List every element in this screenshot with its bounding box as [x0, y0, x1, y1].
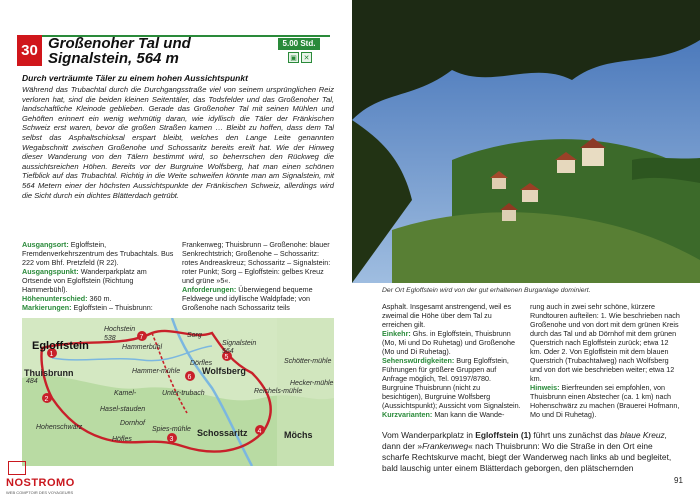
photo-caption: Der Ort Egloffstein wird von der gut erhaltenen Burganlage dominiert. — [382, 287, 591, 294]
map-label-egloffstein: Egloffstein — [32, 340, 89, 352]
tour-subtitle: Durch verträumte Täler zu einem hohen Aussichtspunkt — [22, 73, 248, 83]
village-photo — [352, 0, 700, 283]
info-item: Einkehr: Ghs. in Egloffstein, Thuisbrunn (Mo, Mi und Do Ruhetag) und Großenohe (Mo und Di Ruhetag). — [382, 329, 516, 356]
map-label-hammerbuehl: Hammerbühl — [122, 344, 163, 351]
route-description: Vom Wanderparkplatz in Egloffstein (1) führt uns zunächst das blaue Kreuz, dann der »Frankenweg« nach Thuisbrunn: Wo die Straße in den Ort eine scharfe Rechtskurve macht, biegt der Wanderweg nach links ab und begleitet, bald lauschig unter einem Blätterdach geborgen, den plätschernden — [382, 430, 672, 473]
info-item: Asphalt. Insgesamt anstrengend, weil es zweimal die Höhe über dem Tal zu erreichen gilt. — [382, 302, 512, 329]
info-column-left — [22, 240, 174, 312]
info-item: Höhenunterschied: 360 m. — [22, 294, 112, 303]
publisher-logo: NOSTROMO — [6, 477, 75, 489]
map-label-dornhof: Dornhof — [120, 420, 145, 427]
info-column-right — [182, 240, 334, 312]
map-label-hochstein-alt: 538 — [104, 335, 116, 342]
map-label-wolfsberg: Wolfsberg — [202, 366, 246, 376]
map-label-signalstein-alt: 564 — [222, 348, 234, 355]
info-item: rung auch in zwei sehr schöne, kürzere Rundtouren aufteilen: 1. Wie beschrieben nach Großenohe und von dort mit dem grünen Kreis durch das Tal und ab Dörnhof mit dem grünen Querstrich nach Egloffstein zurück; etwa 12 km. Oder 2. Von Egloffstein mit dem blauen Querstrich (Trubachtalweg) nach Wolfsberg und von dort wie beschrieben weiter; etwa 12 km. — [530, 302, 680, 383]
duration-badge: 5.00 Std. — [278, 38, 320, 50]
map-label-thuisbrunn: Thuisbrunn — [24, 368, 74, 378]
right-column-1 — [382, 302, 522, 419]
map-label-hammermuehle: Hammer-mühle — [132, 368, 181, 375]
info-item: Kurzvarianten: Man kann die Wande- — [382, 410, 505, 419]
svg-text:2: 2 — [44, 396, 49, 403]
svg-text:4: 4 — [257, 428, 262, 435]
svg-text:1: 1 — [49, 351, 54, 358]
map-label-spiesmuehle: Spies-mühle — [152, 426, 191, 433]
transport-icons — [288, 52, 312, 63]
map-label-hoefles: Höfles — [112, 436, 132, 443]
map-label-thuisbrunn-alt: 484 — [26, 378, 38, 385]
info-item: Ausgangspunkt: Wanderparkplatz am Ortsende von Egloffstein (Richtung Hammerbühl). — [22, 267, 147, 294]
info-item: Sehenswürdigkeiten: Burg Egloffstein, Führungen für größere Gruppen auf Anfrage möglich, Tel. 09197/8780. Burgruine Thuisbrunn (nicht zu besichtigen), Burgruine Wolfsberg (Aussichtspunkt); Aussicht vom Signalstein. — [382, 356, 521, 410]
tour-title: Großenoher Tal und Signalstein, 564 m — [48, 35, 191, 67]
publisher-tagline: WEB COMPTOIR DES VOYAGEURS — [6, 490, 74, 495]
map-label-moechs: Möchs — [284, 430, 313, 440]
info-item: Frankenweg; Thuisbrunn – Großenohe: blauer Senkrechtstrich; Großenohe – Schossaritz: rotes Andreaskreuz; Schossaritz – Signalstein: roter Punkt; Sorg – Egloffstein: gelbes Kreuz und grüne »5«. — [182, 240, 331, 285]
right-column-2 — [530, 302, 680, 419]
svg-text:7: 7 — [139, 334, 144, 341]
map-label-kamelmuehle: Kamel- — [114, 390, 137, 397]
svg-text:3: 3 — [169, 436, 174, 443]
info-item: Markierungen: Egloffstein – Thuisbrunn: — [22, 303, 153, 312]
map-label-hochstein: Hochstein — [104, 326, 136, 333]
bus-icon: ▣ — [288, 52, 299, 63]
photo-graphic — [352, 0, 700, 283]
map-label-schoettermuehle: Schötter-mühle — [284, 358, 332, 365]
intro-paragraph: Während das Trubachtal durch die Durchgangsstraße viel von seinem ursprünglichen Reiz verloren hat, sind die beiden kleinen Seitentäler, das Todsfelder und das Großenoher Tal, landschaftliche Kleinode geblieben. Gerade das Großenoher Tal mit seinen Mühlen und Gehöften erinnert ein wenig wehmütig daran, wie idyllisch die Täler der Fränkischen Schweiz erst waren, bevor die großen Straßen kamen … Bleibt zu hoffen, dass dem Tal selbst das Asphaltschicksal erspart bleibt, welches den Lange Leite genannten Wegabschnitt zwischen Großenohe und Schossaritz bereits ereilt hat. Wie der Hinweg dieser Wanderung von den Tälern bestimmt wird, so beherrschen den Rückweg die aussichtsreichen Höhen. Bereits vor der Burgruine Wolfsberg, hat man einen schönen Tiefblick auf das Trubachtal. Richtig in die Weite schweifen könnte man am Signalstein, mit 564 Metern einer der höchsten Aussichtspunkte der Fränkischen Schweiz, allerdings wird die Sicht durch ein dichtes Blätterdach getrübt. — [22, 85, 334, 200]
hiking-icon: ✕ — [301, 52, 312, 63]
map-label-haselstauden: Hasel-stauden — [100, 406, 146, 413]
map-label-hohenschwaerz: Hohenschwärz — [36, 424, 83, 431]
tour-number-badge: 30 — [17, 35, 42, 66]
logo-mark — [8, 461, 26, 475]
map-label-sorg: Sorg — [187, 332, 202, 339]
page-number: 91 — [674, 476, 683, 485]
info-item: Ausgangsort: Egloffstein, Fremdenverkehrszentrum des Trubachtals. Bus 222 vom Bhf. Pretzfeld (R 22). — [22, 240, 174, 267]
map-label-signalstein: Signalstein — [222, 340, 257, 347]
map-label-schossaritz: Schossaritz — [197, 428, 248, 438]
route-map — [22, 318, 334, 466]
svg-text:5: 5 — [224, 354, 229, 361]
info-item: Anforderungen: Überwiegend bequeme Feldwege und idyllische Waldpfade; von Großenohe nach Schossaritz teils — [182, 285, 313, 312]
info-item: Hinweis: Bierfreunden sei empfohlen, von Thuisbrunn einen Abstecher (ca. 1 km) nach Hohenschwärz zu machen (Brauerei Hofmann, Mo und Di Ruhetag). — [530, 383, 680, 419]
svg-text:6: 6 — [187, 374, 192, 381]
map-label-untertrubach: Unter-trubach — [162, 390, 205, 397]
map-label-reichelsmuehle: Reichels-mühle — [254, 388, 303, 395]
map-label-doerfles: Dörfles — [190, 360, 213, 367]
map-label-heckermuehle: Hecker-mühle — [290, 380, 334, 387]
